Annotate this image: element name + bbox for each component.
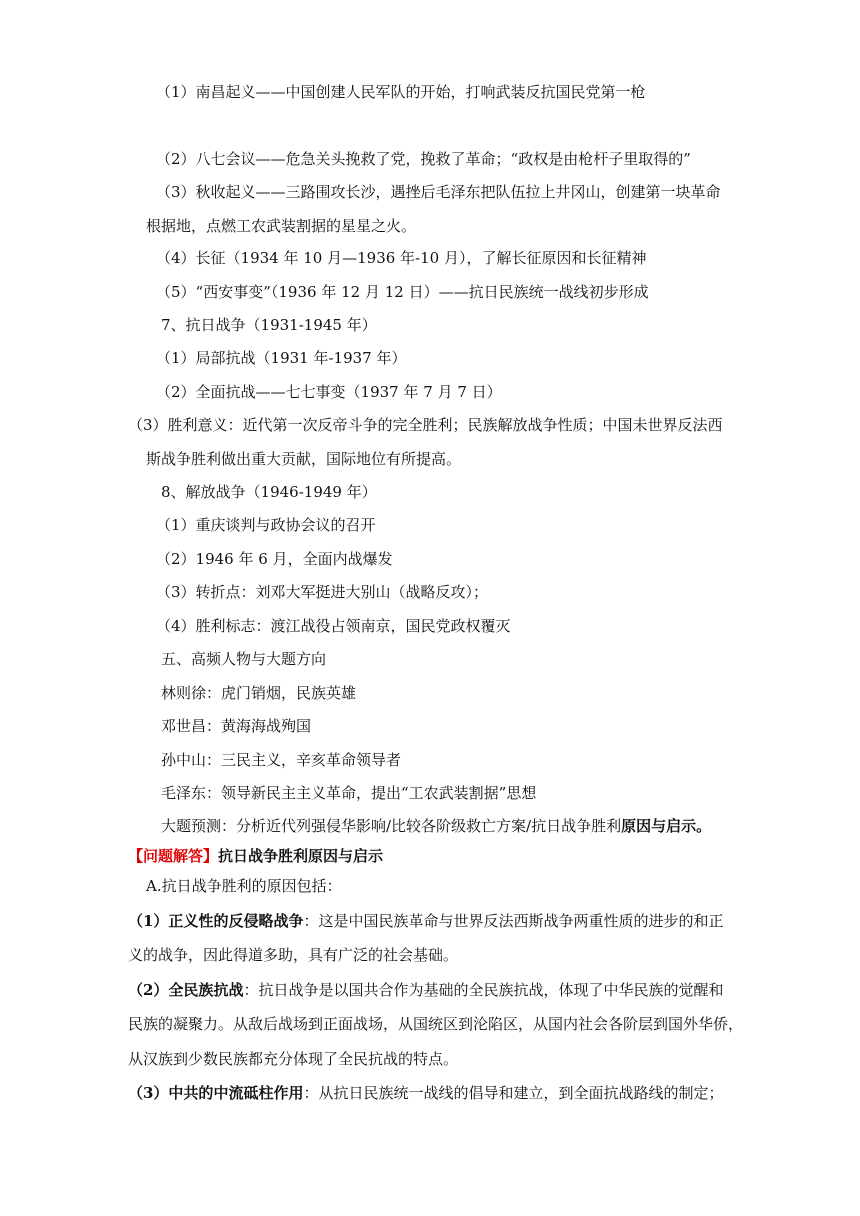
text-segment-bold: （2）全民族抗战 (128, 981, 244, 999)
question-answer-heading (128, 845, 383, 867)
text-line: （2）八七会议——危急关头挽救了党，挽救了革命；“政权是由枪杆子里取得的” (156, 150, 691, 168)
text-line: 从汉族到少数民族都充分体现了全民抗战的特点。 (128, 1050, 459, 1068)
text-line: 孙中山：三民主义，辛亥革命领导者 (161, 751, 402, 769)
text-line (128, 979, 723, 1001)
text-line: （2）1946 年 6 月，全面内战爆发 (156, 550, 393, 568)
text-line: 斯战争胜利做出重大贡献，国际地位有所提高。 (146, 450, 462, 468)
text-segment: ：从抗日民族统一战线的倡导和建立，到全面抗战路线的制定； (303, 1084, 724, 1102)
text-line: 邓世昌：黄海海战殉国 (161, 717, 312, 735)
text-line: （3）转折点：刘邓大军挺进大别山（战略反攻）； (156, 583, 489, 601)
text-segment: ：这是中国民族革命与世界反法西斯战争两重性质的进步的和正 (303, 912, 724, 930)
text-segment-bold: （3）中共的中流砥柱作用 (128, 1084, 304, 1102)
text-line: （5）“西安事变”（1936 年 12 月 12 日）——抗日民族统一战线初步形成 (156, 283, 649, 301)
text-segment-bold: 原因与启示。 (621, 817, 712, 835)
question-answer-title: 抗日战争胜利原因与启示 (218, 847, 384, 865)
text-segment: 大题预测：分析近代列强侵华影响/比较各阶级救亡方案/抗日战争胜利 (161, 817, 622, 835)
question-answer-tag: 【问题解答】 (128, 847, 219, 865)
text-line: 义的战争，因此得道多助，具有广泛的社会基础。 (128, 946, 459, 964)
text-line: 根据地，点燃工农武装割据的星星之火。 (146, 217, 417, 235)
section-heading: 8、解放战争（1946-1949 年） (161, 483, 377, 501)
text-line: 林则徐：虎门销烟，民族英雄 (161, 684, 357, 702)
text-line: 毛泽东：领导新民主主义革命，提出“工农武装割据”思想 (161, 784, 537, 802)
text-line: 民族的凝聚力。从敌后战场到正面战场，从国统区到沦陷区，从国内社会各阶层到国外华侨， (128, 1015, 744, 1033)
text-line: （1）局部抗战（1931 年-1937 年） (156, 349, 407, 367)
text-line (128, 910, 723, 932)
text-line: （4）长征（1934 年 10 月—1936 年-10 月），了解长征原因和长征精神 (156, 249, 647, 267)
text-segment-bold: （1）正义性的反侵略战争 (128, 912, 304, 930)
text-line (161, 815, 711, 837)
section-heading: 7、抗日战争（1931-1945 年） (161, 316, 377, 334)
text-line: （3）胜利意义：近代第一次反帝斗争的完全胜利；民族解放战争性质；中国未世界反法西 (128, 416, 723, 434)
text-line: （4）胜利标志：渡江战役占领南京，国民党政权覆灭 (156, 617, 511, 635)
text-line: （1）南昌起义——中国创建人民军队的开始，打响武装反抗国民党第一枪 (156, 83, 646, 101)
text-line: （3）秋收起义——三路围攻长沙，遇挫后毛泽东把队伍拉上井冈山，创建第一块革命 (156, 183, 721, 201)
text-line: （2）全面抗战——七七事变（1937 年 7 月 7 日） (156, 383, 502, 401)
text-line: （1）重庆谈判与政协会议的召开 (156, 516, 376, 534)
text-segment: ：抗日战争是以国共合作为基础的全民族抗战，体现了中华民族的觉醒和 (243, 981, 724, 999)
section-heading: 五、高频人物与大题方向 (161, 650, 327, 668)
text-line: A.抗日战争胜利的原因包括： (146, 877, 342, 895)
text-line (128, 1082, 723, 1104)
